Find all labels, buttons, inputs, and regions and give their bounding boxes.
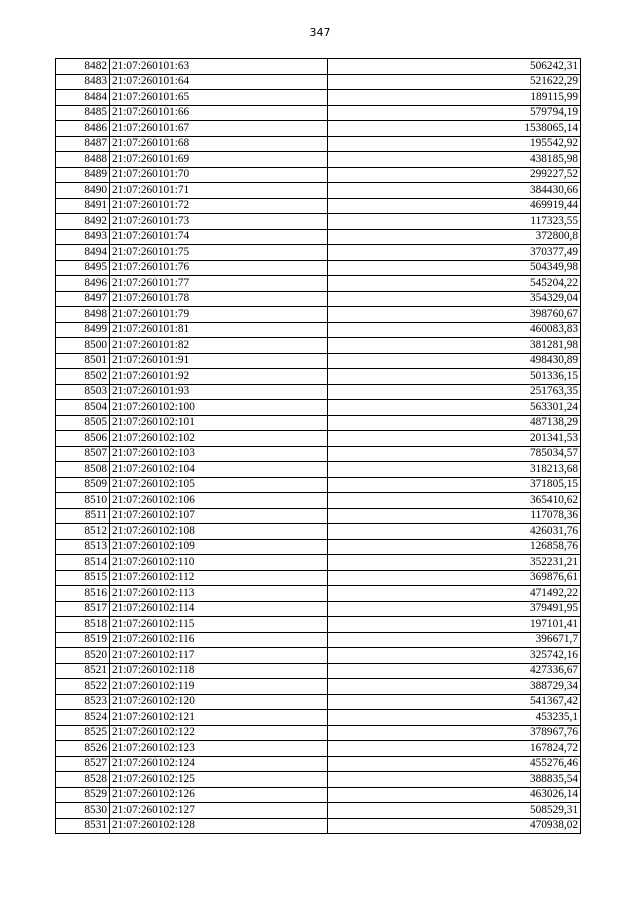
page-number: 347 xyxy=(309,26,331,39)
row-number-cell: 8503 xyxy=(56,384,110,400)
row-number-cell: 8523 xyxy=(56,694,110,710)
row-number-cell: 8529 xyxy=(56,787,110,803)
value-cell: 195542,92 xyxy=(328,136,581,152)
cadastral-number-cell: 21:07:260102:100 xyxy=(110,400,328,416)
row-number-cell: 8510 xyxy=(56,493,110,509)
row-number-cell: 8494 xyxy=(56,245,110,261)
table-row xyxy=(56,415,581,431)
value-cell: 167824,72 xyxy=(328,741,581,757)
value-cell: 1538065,14 xyxy=(328,121,581,137)
cadastral-number-cell: 21:07:260102:117 xyxy=(110,648,328,664)
cadastral-number-cell: 21:07:260101:63 xyxy=(110,59,328,75)
cadastral-number-cell: 21:07:260102:127 xyxy=(110,803,328,819)
cadastral-number-cell: 21:07:260101:71 xyxy=(110,183,328,199)
cadastral-number-cell: 21:07:260102:126 xyxy=(110,787,328,803)
cadastral-number-cell: 21:07:260101:92 xyxy=(110,369,328,385)
value-cell: 201341,53 xyxy=(328,431,581,447)
table-row xyxy=(56,90,581,106)
table-row xyxy=(56,446,581,462)
cadastral-number-cell: 21:07:260101:78 xyxy=(110,291,328,307)
row-number-cell: 8508 xyxy=(56,462,110,478)
row-number-cell: 8491 xyxy=(56,198,110,214)
table-row xyxy=(56,756,581,772)
row-number-cell: 8504 xyxy=(56,400,110,416)
table-row xyxy=(56,818,581,834)
table-row xyxy=(56,167,581,183)
value-cell: 563301,24 xyxy=(328,400,581,416)
value-cell: 325742,16 xyxy=(328,648,581,664)
cadastral-number-cell: 21:07:260102:108 xyxy=(110,524,328,540)
cadastral-number-cell: 21:07:260102:105 xyxy=(110,477,328,493)
value-cell: 354329,04 xyxy=(328,291,581,307)
cadastral-number-cell: 21:07:260101:70 xyxy=(110,167,328,183)
cadastral-number-cell: 21:07:260102:101 xyxy=(110,415,328,431)
value-cell: 396671,7 xyxy=(328,632,581,648)
row-number-cell: 8509 xyxy=(56,477,110,493)
row-number-cell: 8507 xyxy=(56,446,110,462)
value-cell: 117323,55 xyxy=(328,214,581,230)
row-number-cell: 8522 xyxy=(56,679,110,695)
value-cell: 498430,89 xyxy=(328,353,581,369)
cadastral-number-cell: 21:07:260102:118 xyxy=(110,663,328,679)
table-row xyxy=(56,338,581,354)
cadastral-number-cell: 21:07:260102:109 xyxy=(110,539,328,555)
table-row xyxy=(56,570,581,586)
cadastral-number-cell: 21:07:260101:68 xyxy=(110,136,328,152)
cadastral-value-table xyxy=(55,58,581,834)
value-cell: 371805,15 xyxy=(328,477,581,493)
row-number-cell: 8513 xyxy=(56,539,110,555)
value-cell: 398760,67 xyxy=(328,307,581,323)
value-cell: 541367,42 xyxy=(328,694,581,710)
row-number-cell: 8489 xyxy=(56,167,110,183)
cadastral-number-cell: 21:07:260102:104 xyxy=(110,462,328,478)
row-number-cell: 8518 xyxy=(56,617,110,633)
row-number-cell: 8497 xyxy=(56,291,110,307)
row-number-cell: 8521 xyxy=(56,663,110,679)
table-row xyxy=(56,539,581,555)
row-number-cell: 8520 xyxy=(56,648,110,664)
value-cell: 117078,36 xyxy=(328,508,581,524)
value-cell: 453235,1 xyxy=(328,710,581,726)
cadastral-number-cell: 21:07:260101:67 xyxy=(110,121,328,137)
cadastral-number-cell: 21:07:260102:106 xyxy=(110,493,328,509)
row-number-cell: 8516 xyxy=(56,586,110,602)
cadastral-number-cell: 21:07:260101:93 xyxy=(110,384,328,400)
table-row xyxy=(56,291,581,307)
cadastral-number-cell: 21:07:260102:120 xyxy=(110,694,328,710)
table-row xyxy=(56,59,581,75)
table-row xyxy=(56,245,581,261)
table-row xyxy=(56,462,581,478)
cadastral-number-cell: 21:07:260102:119 xyxy=(110,679,328,695)
row-number-cell: 8482 xyxy=(56,59,110,75)
row-number-cell: 8495 xyxy=(56,260,110,276)
table-row xyxy=(56,586,581,602)
cadastral-number-cell: 21:07:260101:72 xyxy=(110,198,328,214)
row-number-cell: 8530 xyxy=(56,803,110,819)
table-row xyxy=(56,307,581,323)
table-row xyxy=(56,493,581,509)
value-cell: 545204,22 xyxy=(328,276,581,292)
row-number-cell: 8485 xyxy=(56,105,110,121)
table-body xyxy=(56,59,581,834)
value-cell: 372800,8 xyxy=(328,229,581,245)
cadastral-number-cell: 21:07:260102:103 xyxy=(110,446,328,462)
row-number-cell: 8512 xyxy=(56,524,110,540)
value-cell: 471492,22 xyxy=(328,586,581,602)
row-number-cell: 8531 xyxy=(56,818,110,834)
cadastral-number-cell: 21:07:260101:66 xyxy=(110,105,328,121)
table-row xyxy=(56,648,581,664)
value-cell: 487138,29 xyxy=(328,415,581,431)
cadastral-number-cell: 21:07:260102:116 xyxy=(110,632,328,648)
cadastral-number-cell: 21:07:260102:125 xyxy=(110,772,328,788)
row-number-cell: 8490 xyxy=(56,183,110,199)
table-row xyxy=(56,384,581,400)
value-cell: 504349,98 xyxy=(328,260,581,276)
cadastral-number-cell: 21:07:260101:64 xyxy=(110,74,328,90)
value-cell: 126858,76 xyxy=(328,539,581,555)
cadastral-number-cell: 21:07:260101:81 xyxy=(110,322,328,338)
row-number-cell: 8527 xyxy=(56,756,110,772)
table-row xyxy=(56,152,581,168)
row-number-cell: 8526 xyxy=(56,741,110,757)
table-row xyxy=(56,369,581,385)
value-cell: 508529,31 xyxy=(328,803,581,819)
row-number-cell: 8499 xyxy=(56,322,110,338)
value-cell: 381281,98 xyxy=(328,338,581,354)
row-number-cell: 8498 xyxy=(56,307,110,323)
row-number-cell: 8496 xyxy=(56,276,110,292)
value-cell: 378967,76 xyxy=(328,725,581,741)
table-row xyxy=(56,663,581,679)
row-number-cell: 8501 xyxy=(56,353,110,369)
value-cell: 579794,19 xyxy=(328,105,581,121)
table-row xyxy=(56,694,581,710)
cadastral-number-cell: 21:07:260101:69 xyxy=(110,152,328,168)
cadastral-number-cell: 21:07:260101:74 xyxy=(110,229,328,245)
row-number-cell: 8492 xyxy=(56,214,110,230)
row-number-cell: 8505 xyxy=(56,415,110,431)
table-row xyxy=(56,555,581,571)
row-number-cell: 8500 xyxy=(56,338,110,354)
row-number-cell: 8511 xyxy=(56,508,110,524)
row-number-cell: 8517 xyxy=(56,601,110,617)
table-row xyxy=(56,214,581,230)
cadastral-number-cell: 21:07:260102:115 xyxy=(110,617,328,633)
row-number-cell: 8515 xyxy=(56,570,110,586)
row-number-cell: 8519 xyxy=(56,632,110,648)
value-cell: 501336,15 xyxy=(328,369,581,385)
value-cell: 455276,46 xyxy=(328,756,581,772)
table-row xyxy=(56,74,581,90)
table-row xyxy=(56,772,581,788)
table-row xyxy=(56,400,581,416)
value-cell: 438185,98 xyxy=(328,152,581,168)
value-cell: 388835,54 xyxy=(328,772,581,788)
value-cell: 299227,52 xyxy=(328,167,581,183)
row-number-cell: 8525 xyxy=(56,725,110,741)
table-row xyxy=(56,229,581,245)
row-number-cell: 8484 xyxy=(56,90,110,106)
cadastral-number-cell: 21:07:260102:121 xyxy=(110,710,328,726)
table-row xyxy=(56,679,581,695)
row-number-cell: 8528 xyxy=(56,772,110,788)
row-number-cell: 8486 xyxy=(56,121,110,137)
cadastral-number-cell: 21:07:260102:107 xyxy=(110,508,328,524)
row-number-cell: 8487 xyxy=(56,136,110,152)
cadastral-number-cell: 21:07:260102:114 xyxy=(110,601,328,617)
table-row xyxy=(56,632,581,648)
value-cell: 189115,99 xyxy=(328,90,581,106)
cadastral-number-cell: 21:07:260101:75 xyxy=(110,245,328,261)
table-row xyxy=(56,353,581,369)
table-row xyxy=(56,136,581,152)
cadastral-number-cell: 21:07:260102:128 xyxy=(110,818,328,834)
cadastral-number-cell: 21:07:260102:102 xyxy=(110,431,328,447)
cadastral-number-cell: 21:07:260102:122 xyxy=(110,725,328,741)
row-number-cell: 8493 xyxy=(56,229,110,245)
value-cell: 426031,76 xyxy=(328,524,581,540)
cadastral-number-cell: 21:07:260101:82 xyxy=(110,338,328,354)
table-row xyxy=(56,431,581,447)
table-row xyxy=(56,276,581,292)
row-number-cell: 8483 xyxy=(56,74,110,90)
value-cell: 369876,61 xyxy=(328,570,581,586)
row-number-cell: 8488 xyxy=(56,152,110,168)
cadastral-number-cell: 21:07:260101:79 xyxy=(110,307,328,323)
table-row xyxy=(56,260,581,276)
table-row xyxy=(56,741,581,757)
cadastral-number-cell: 21:07:260101:76 xyxy=(110,260,328,276)
row-number-cell: 8514 xyxy=(56,555,110,571)
table-row xyxy=(56,477,581,493)
cadastral-number-cell: 21:07:260101:91 xyxy=(110,353,328,369)
table-row xyxy=(56,105,581,121)
value-cell: 388729,34 xyxy=(328,679,581,695)
value-cell: 384430,66 xyxy=(328,183,581,199)
table-row xyxy=(56,601,581,617)
cadastral-number-cell: 21:07:260102:123 xyxy=(110,741,328,757)
cadastral-number-cell: 21:07:260102:113 xyxy=(110,586,328,602)
value-cell: 365410,62 xyxy=(328,493,581,509)
cadastral-number-cell: 21:07:260102:112 xyxy=(110,570,328,586)
table-row xyxy=(56,508,581,524)
table-row xyxy=(56,787,581,803)
cadastral-number-cell: 21:07:260101:65 xyxy=(110,90,328,106)
value-cell: 370377,49 xyxy=(328,245,581,261)
table-row xyxy=(56,322,581,338)
value-cell: 469919,44 xyxy=(328,198,581,214)
cadastral-number-cell: 21:07:260102:124 xyxy=(110,756,328,772)
table-row xyxy=(56,198,581,214)
cadastral-number-cell: 21:07:260101:77 xyxy=(110,276,328,292)
table-row xyxy=(56,803,581,819)
table-row xyxy=(56,121,581,137)
value-cell: 251763,35 xyxy=(328,384,581,400)
cadastral-number-cell: 21:07:260101:73 xyxy=(110,214,328,230)
cadastral-number-cell: 21:07:260102:110 xyxy=(110,555,328,571)
row-number-cell: 8502 xyxy=(56,369,110,385)
table-row xyxy=(56,725,581,741)
value-cell: 460083,83 xyxy=(328,322,581,338)
value-cell: 427336,67 xyxy=(328,663,581,679)
table-row xyxy=(56,183,581,199)
value-cell: 197101,41 xyxy=(328,617,581,633)
value-cell: 379491,95 xyxy=(328,601,581,617)
table-row xyxy=(56,524,581,540)
table-row xyxy=(56,710,581,726)
value-cell: 463026,14 xyxy=(328,787,581,803)
value-cell: 506242,31 xyxy=(328,59,581,75)
row-number-cell: 8524 xyxy=(56,710,110,726)
row-number-cell: 8506 xyxy=(56,431,110,447)
value-cell: 521622,29 xyxy=(328,74,581,90)
table-row xyxy=(56,617,581,633)
value-cell: 318213,68 xyxy=(328,462,581,478)
value-cell: 470938,02 xyxy=(328,818,581,834)
value-cell: 785034,57 xyxy=(328,446,581,462)
value-cell: 352231,21 xyxy=(328,555,581,571)
